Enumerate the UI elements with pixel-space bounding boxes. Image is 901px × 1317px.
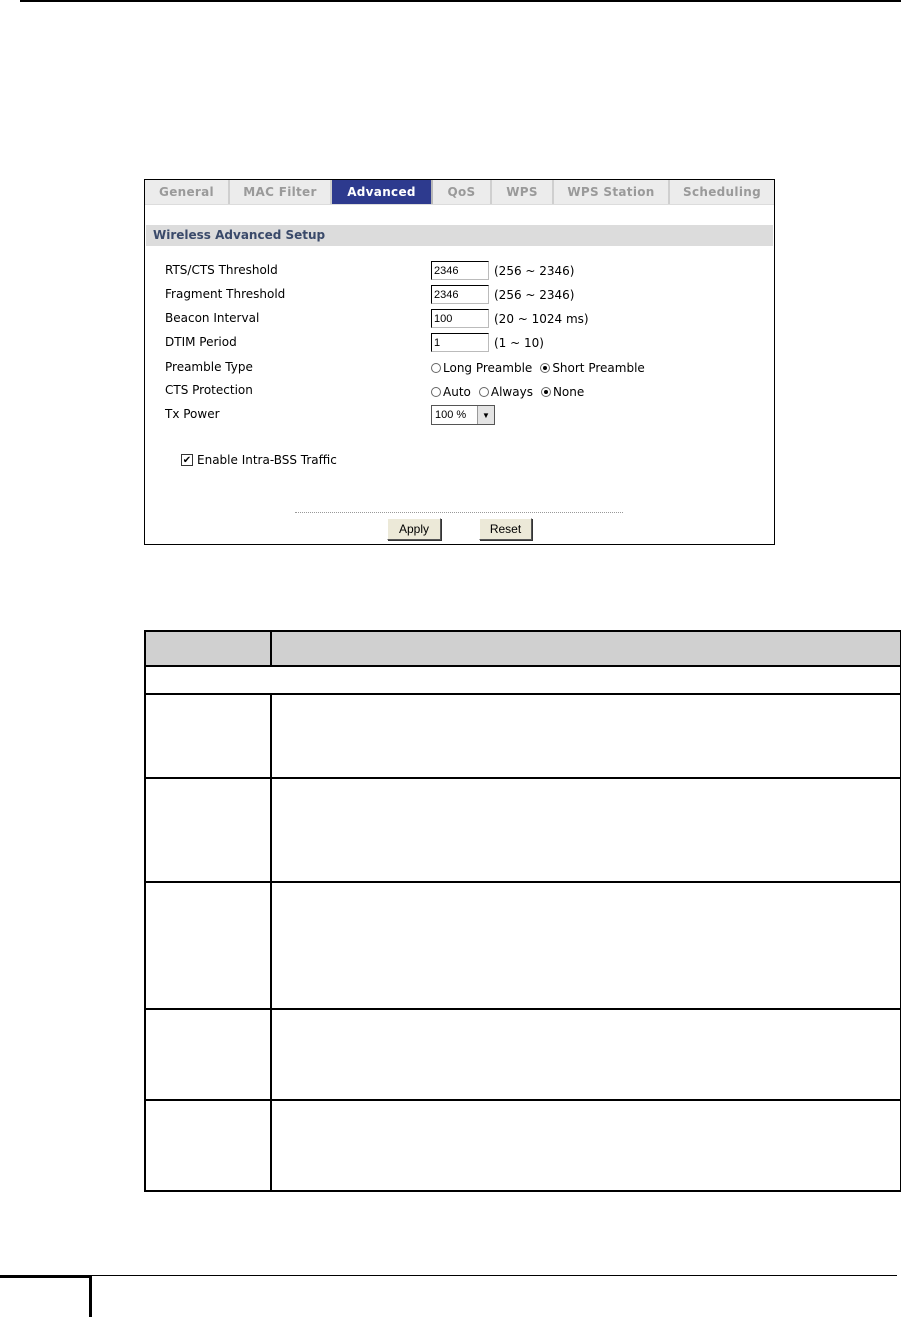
tab-general[interactable]: General	[145, 180, 230, 204]
tx-power-value: 100 %	[435, 409, 467, 421]
dtim-control	[431, 333, 544, 352]
dtim-hint: (1 ~ 10)	[494, 335, 544, 350]
cts-label: CTS Protection	[165, 383, 253, 397]
cts-control	[431, 385, 592, 399]
table-row	[146, 1010, 900, 1101]
intra-bss-checkbox[interactable]: ✔	[182, 454, 192, 466]
short-preamble-label: Short Preamble	[552, 361, 645, 375]
rts-hint: (256 ~ 2346)	[494, 263, 575, 278]
fragment-threshold-input[interactable]	[431, 285, 489, 304]
tab-qos[interactable]: QoS	[433, 180, 492, 204]
intra-bss-row	[181, 453, 337, 467]
beacon-label: Beacon Interval	[165, 311, 260, 325]
reset-button[interactable]: Reset	[479, 518, 532, 540]
dtim-period-input[interactable]	[431, 333, 489, 352]
table-header	[146, 632, 900, 667]
tab-mac-filter[interactable]: MAC Filter	[230, 180, 332, 204]
table-row	[146, 883, 900, 1010]
fragment-hint: (256 ~ 2346)	[494, 287, 575, 302]
cts-auto-radio[interactable]	[431, 387, 441, 397]
section-title: Wireless Advanced Setup	[146, 225, 773, 246]
chevron-down-icon[interactable]: ▼	[477, 406, 494, 424]
fragment-control	[431, 285, 575, 304]
tx-power-label: Tx Power	[165, 407, 220, 421]
table-header-label-cell	[146, 632, 272, 665]
table-row	[146, 1101, 900, 1190]
cts-always-label: Always	[490, 385, 533, 399]
tx-power-control	[431, 405, 495, 425]
rts-control	[431, 261, 575, 280]
intra-bss-label: Enable Intra-BSS Traffic	[197, 453, 337, 467]
preamble-label: Preamble Type	[165, 360, 253, 374]
cts-none-label: None	[552, 385, 585, 399]
wireless-advanced-screenshot	[144, 179, 775, 545]
cts-always-radio[interactable]	[479, 387, 489, 397]
footer-rule	[20, 1275, 897, 1276]
beacon-interval-input[interactable]	[431, 309, 489, 328]
tab-advanced[interactable]: Advanced	[332, 180, 433, 204]
apply-button[interactable]: Apply	[387, 518, 441, 540]
tab-underline	[145, 204, 774, 205]
preamble-control	[431, 361, 653, 375]
beacon-hint: (20 ~ 1024 ms)	[494, 311, 589, 326]
page-number-box	[0, 1275, 92, 1317]
tab-wps[interactable]: WPS	[492, 180, 554, 204]
rts-threshold-input[interactable]	[431, 261, 489, 280]
tab-bar	[145, 180, 774, 204]
divider	[295, 512, 623, 513]
description-table	[144, 630, 901, 1192]
fragment-label: Fragment Threshold	[165, 287, 286, 301]
table-row	[146, 779, 900, 883]
tx-power-select[interactable]	[431, 405, 495, 425]
rts-label: RTS/CTS Threshold	[165, 263, 278, 277]
tab-wps-station[interactable]: WPS Station	[554, 180, 670, 204]
short-preamble-radio[interactable]	[540, 363, 550, 373]
beacon-control	[431, 309, 589, 328]
cts-auto-label: Auto	[443, 385, 471, 399]
table-row	[146, 695, 900, 779]
long-preamble-label: Long Preamble	[443, 361, 533, 375]
tab-scheduling[interactable]: Scheduling	[670, 180, 774, 204]
cts-none-radio[interactable]	[541, 387, 551, 397]
dtim-label: DTIM Period	[165, 335, 237, 349]
long-preamble-radio[interactable]	[431, 363, 441, 373]
table-section-row	[146, 667, 900, 695]
header-rule	[20, 0, 901, 2]
